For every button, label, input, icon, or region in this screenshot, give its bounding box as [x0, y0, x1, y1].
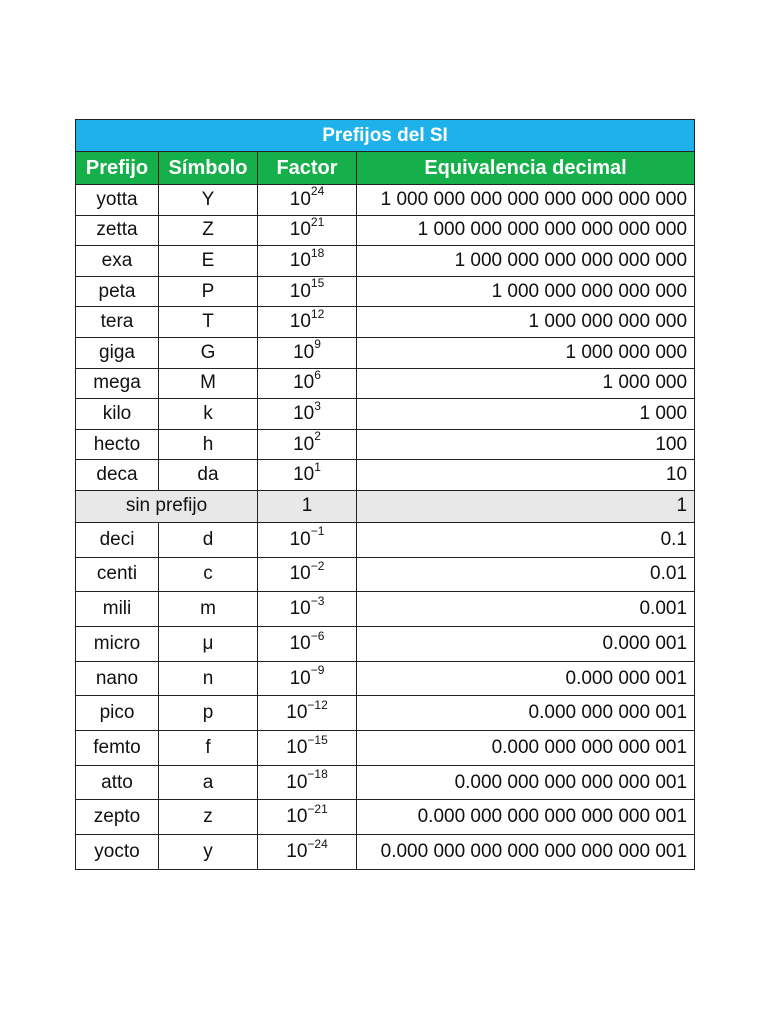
prefix-name: deci — [76, 522, 159, 557]
prefix-name: mega — [76, 368, 159, 399]
factor-base: 10 — [286, 771, 308, 793]
prefix-factor — [258, 557, 357, 592]
factor-exponent: 18 — [310, 245, 325, 260]
factor-base: 10 — [289, 249, 311, 271]
prefix-symbol: M — [159, 368, 258, 399]
table-title: Prefijos del SI — [76, 120, 695, 152]
table-row — [76, 276, 695, 307]
table-row — [76, 627, 695, 662]
factor-base: 10 — [286, 806, 308, 828]
factor-base: 10 — [293, 341, 315, 363]
factor-exponent: −18 — [307, 767, 328, 782]
no-prefix-label: sin prefijo — [76, 490, 258, 522]
decimal-equivalent: 1 000 000 000 — [357, 337, 695, 368]
decimal-equivalent: 100 — [357, 429, 695, 460]
header-symbol: Símbolo — [159, 152, 258, 185]
decimal-equivalent: 0.000 000 000 000 000 000 001 — [357, 800, 695, 835]
prefix-symbol: z — [159, 800, 258, 835]
no-prefix-factor: 1 — [258, 490, 357, 522]
prefix-symbol: a — [159, 765, 258, 800]
prefix-factor — [258, 276, 357, 307]
decimal-equivalent: 1 000 000 — [357, 368, 695, 399]
factor-base: 10 — [289, 311, 311, 333]
prefix-symbol: E — [159, 246, 258, 277]
decimal-equivalent: 10 — [357, 460, 695, 491]
prefix-name: giga — [76, 337, 159, 368]
factor-base: 10 — [289, 280, 311, 302]
prefix-factor — [258, 522, 357, 557]
factor-base: 10 — [289, 528, 311, 550]
factor-base: 10 — [289, 563, 311, 585]
header-factor: Factor — [258, 152, 357, 185]
table-row-sin-prefijo — [76, 490, 695, 522]
decimal-equivalent: 0.000 000 000 001 — [357, 696, 695, 731]
factor-base: 10 — [293, 402, 315, 424]
si-prefix-table — [75, 119, 695, 870]
prefix-factor — [258, 592, 357, 627]
factor-exponent: 9 — [314, 337, 321, 352]
prefix-symbol: P — [159, 276, 258, 307]
prefix-symbol: Z — [159, 215, 258, 246]
table-row — [76, 661, 695, 696]
prefix-name: micro — [76, 627, 159, 662]
table-row — [76, 429, 695, 460]
prefix-name: femto — [76, 731, 159, 766]
prefix-symbol: k — [159, 399, 258, 430]
factor-exponent: −6 — [310, 628, 325, 643]
prefix-factor — [258, 627, 357, 662]
factor-base: 10 — [293, 464, 315, 486]
decimal-equivalent: 0.000 000 001 — [357, 661, 695, 696]
decimal-equivalent: 0.000 000 000 000 000 001 — [357, 765, 695, 800]
table-row — [76, 185, 695, 216]
prefix-symbol: f — [159, 731, 258, 766]
factor-base: 10 — [289, 632, 311, 654]
prefix-name: tera — [76, 307, 159, 338]
header-prefix: Prefijo — [76, 152, 159, 185]
factor-exponent: 1 — [314, 459, 321, 474]
table-row — [76, 337, 695, 368]
table-row — [76, 765, 695, 800]
table-row — [76, 460, 695, 491]
factor-exponent: −24 — [307, 836, 328, 851]
table-row — [76, 246, 695, 277]
factor-exponent: −12 — [307, 697, 328, 712]
factor-exponent: 12 — [310, 306, 325, 321]
factor-exponent: −2 — [310, 559, 325, 574]
table-row — [76, 215, 695, 246]
prefix-symbol: h — [159, 429, 258, 460]
prefix-symbol: p — [159, 696, 258, 731]
decimal-equivalent: 1 000 000 000 000 000 — [357, 276, 695, 307]
factor-exponent: 6 — [314, 368, 321, 383]
table-row — [76, 835, 695, 870]
decimal-equivalent: 1 000 000 000 000 000 000 — [357, 246, 695, 277]
prefix-factor — [258, 696, 357, 731]
prefix-factor — [258, 429, 357, 460]
header-decimal: Equivalencia decimal — [357, 152, 695, 185]
factor-base: 10 — [289, 188, 311, 210]
factor-base: 10 — [289, 219, 311, 241]
decimal-equivalent: 1 000 000 000 000 000 000 000 — [357, 215, 695, 246]
factor-exponent: −15 — [307, 732, 328, 747]
factor-base: 10 — [289, 667, 311, 689]
prefix-name: centi — [76, 557, 159, 592]
prefix-symbol: Y — [159, 185, 258, 216]
table-row — [76, 307, 695, 338]
decimal-equivalent: 0.000 000 000 000 000 000 000 001 — [357, 835, 695, 870]
factor-exponent: 24 — [310, 184, 325, 199]
prefix-symbol: G — [159, 337, 258, 368]
decimal-equivalent: 0.01 — [357, 557, 695, 592]
prefix-factor — [258, 765, 357, 800]
prefix-name: zetta — [76, 215, 159, 246]
prefix-symbol: y — [159, 835, 258, 870]
factor-base: 10 — [286, 702, 308, 724]
prefix-name: atto — [76, 765, 159, 800]
factor-exponent: −9 — [310, 663, 325, 678]
no-prefix-section — [76, 490, 695, 522]
factor-base: 10 — [289, 598, 311, 620]
factor-exponent: −3 — [310, 593, 325, 608]
prefix-name: kilo — [76, 399, 159, 430]
negative-prefix-rows — [76, 522, 695, 869]
factor-exponent: 21 — [310, 215, 325, 230]
prefix-factor — [258, 460, 357, 491]
prefix-name: yotta — [76, 185, 159, 216]
factor-base: 10 — [286, 736, 308, 758]
prefix-name: zepto — [76, 800, 159, 835]
positive-prefix-rows — [76, 185, 695, 491]
decimal-equivalent: 0.1 — [357, 522, 695, 557]
table-row — [76, 731, 695, 766]
factor-base: 10 — [293, 372, 315, 394]
prefix-factor — [258, 661, 357, 696]
prefix-symbol: da — [159, 460, 258, 491]
prefix-symbol: d — [159, 522, 258, 557]
prefix-name: peta — [76, 276, 159, 307]
table-row — [76, 522, 695, 557]
prefix-factor — [258, 307, 357, 338]
prefix-factor — [258, 246, 357, 277]
decimal-equivalent: 0.000 001 — [357, 627, 695, 662]
factor-exponent: 15 — [310, 276, 325, 291]
prefix-symbol: n — [159, 661, 258, 696]
table-row — [76, 368, 695, 399]
prefix-name: hecto — [76, 429, 159, 460]
prefix-factor — [258, 731, 357, 766]
table-row — [76, 557, 695, 592]
prefix-factor — [258, 399, 357, 430]
prefix-symbol: T — [159, 307, 258, 338]
decimal-equivalent: 1 000 000 000 000 — [357, 307, 695, 338]
prefix-factor — [258, 185, 357, 216]
table-title-row — [76, 120, 695, 152]
no-prefix-decimal: 1 — [357, 490, 695, 522]
prefix-symbol: μ — [159, 627, 258, 662]
prefix-factor — [258, 800, 357, 835]
table-header-row — [76, 152, 695, 185]
decimal-equivalent: 0.000 000 000 000 001 — [357, 731, 695, 766]
table-row — [76, 592, 695, 627]
factor-exponent: −21 — [307, 801, 328, 816]
table-row — [76, 696, 695, 731]
prefix-factor — [258, 215, 357, 246]
table-row — [76, 800, 695, 835]
factor-base: 10 — [293, 433, 315, 455]
decimal-equivalent: 1 000 — [357, 399, 695, 430]
prefix-name: pico — [76, 696, 159, 731]
decimal-equivalent: 1 000 000 000 000 000 000 000 000 — [357, 185, 695, 216]
prefix-symbol: c — [159, 557, 258, 592]
table-row — [76, 399, 695, 430]
prefix-name: mili — [76, 592, 159, 627]
prefix-symbol: m — [159, 592, 258, 627]
prefix-name: exa — [76, 246, 159, 277]
factor-base: 10 — [286, 840, 308, 862]
factor-exponent: 2 — [314, 429, 321, 444]
factor-exponent: −1 — [310, 524, 325, 539]
factor-exponent: 3 — [314, 398, 321, 413]
prefix-factor — [258, 835, 357, 870]
prefix-factor — [258, 337, 357, 368]
prefix-name: yocto — [76, 835, 159, 870]
prefix-name: deca — [76, 460, 159, 491]
prefix-factor — [258, 368, 357, 399]
prefix-name: nano — [76, 661, 159, 696]
decimal-equivalent: 0.001 — [357, 592, 695, 627]
